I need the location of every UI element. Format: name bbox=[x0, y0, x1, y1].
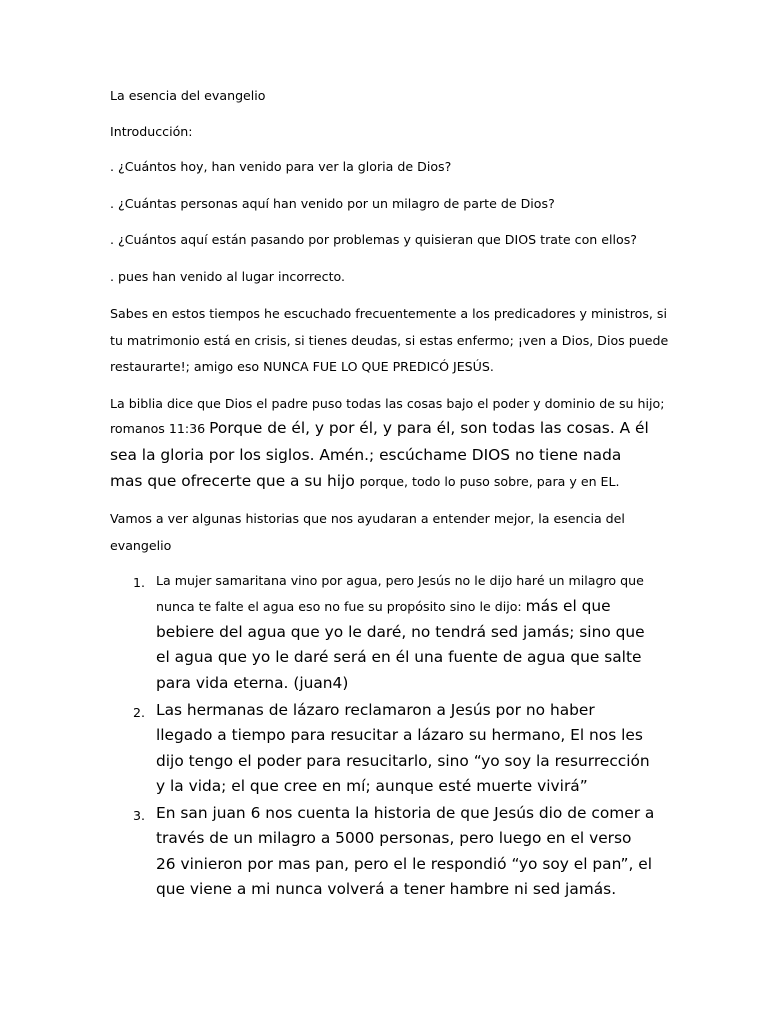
list-line: En san juan 6 nos cuenta la historia de que Jesús dio de comer a bbox=[156, 804, 655, 822]
paragraph-line bbox=[110, 472, 620, 491]
list-line: Las hermanas de lázaro reclamaron a Jesús por no haber bbox=[156, 701, 595, 719]
list-text: nunca te falte el agua eso no fue su propósito sino le dijo: bbox=[156, 599, 526, 614]
list-number: 3. bbox=[133, 808, 146, 823]
question-4: . pues han venido al lugar incorrecto. bbox=[110, 269, 346, 284]
paragraph-line: tu matrimonio está en crisis, si tienes deudas, si estas enfermo; ¡ven a Dios, Dios puede bbox=[110, 333, 669, 348]
paragraph-line: Sabes en estos tiempos he escuchado frecuentemente a los predicadores y ministros, si bbox=[110, 306, 667, 321]
list-line bbox=[156, 597, 611, 616]
paragraph-line bbox=[110, 419, 649, 438]
question-3: . ¿Cuántos aquí están pasando por problemas y quisieran que DIOS trate con ellos? bbox=[110, 232, 637, 247]
document-page bbox=[110, 0, 669, 1024]
paragraph-line: evangelio bbox=[110, 538, 172, 553]
bible-quote: más el que bbox=[525, 597, 611, 615]
paragraph-line: restaurarte!; amigo eso NUNCA FUE LO QUE PREDICÓ JESÚS. bbox=[110, 359, 494, 374]
paragraph-line: La biblia dice que Dios el padre puso todas las cosas bajo el poder y dominio de su hijo; bbox=[110, 396, 665, 411]
paragraph-line: sea la gloria por los siglos. Amén.; escúchame DIOS no tiene nada bbox=[110, 446, 622, 464]
list-line: llegado a tiempo para resucitar a lázaro su hermano, El nos les bbox=[156, 726, 643, 744]
paragraph-text: porque, todo lo puso sobre, para y en EL. bbox=[359, 474, 620, 489]
list-line: bebiere del agua que yo le daré, no tendrá sed jamás; sino que bbox=[156, 623, 645, 641]
question-2: . ¿Cuántas personas aquí han venido por un milagro de parte de Dios? bbox=[110, 196, 555, 211]
list-line: La mujer samaritana vino por agua, pero Jesús no le dijo haré un milagro que bbox=[156, 573, 644, 588]
paragraph-line: Vamos a ver algunas historias que nos ayudaran a entender mejor, la esencia del bbox=[110, 511, 625, 526]
list-line: y la vida; el que cree en mí; aunque esté muerte vivirá” bbox=[156, 777, 588, 795]
list-line: dijo tengo el poder para resucitarlo, sino “yo soy la resurrección bbox=[156, 752, 650, 770]
intro-label: Introducción: bbox=[110, 124, 193, 139]
list-number: 2. bbox=[133, 705, 146, 720]
list-line: 26 vinieron por mas pan, pero el le respondió “yo soy el pan”, el bbox=[156, 855, 653, 873]
bible-quote: Porque de él, y por él, y para él, son todas las cosas. A él bbox=[209, 419, 649, 437]
list-line: través de un milagro a 5000 personas, pero luego en el verso bbox=[156, 829, 632, 847]
document-title: La esencia del evangelio bbox=[110, 88, 266, 103]
list-line: que viene a mi nunca volverá a tener hambre ni sed jamás. bbox=[156, 880, 617, 898]
question-1: . ¿Cuántos hoy, han venido para ver la gloria de Dios? bbox=[110, 159, 452, 174]
bible-reference: romanos 11:36 bbox=[110, 421, 210, 436]
list-number: 1. bbox=[133, 575, 146, 590]
bible-quote: mas que ofrecerte que a su hijo bbox=[110, 472, 360, 490]
list-line: para vida eterna. (juan4) bbox=[156, 674, 349, 692]
list-line: el agua que yo le daré será en él una fuente de agua que salte bbox=[156, 648, 642, 666]
